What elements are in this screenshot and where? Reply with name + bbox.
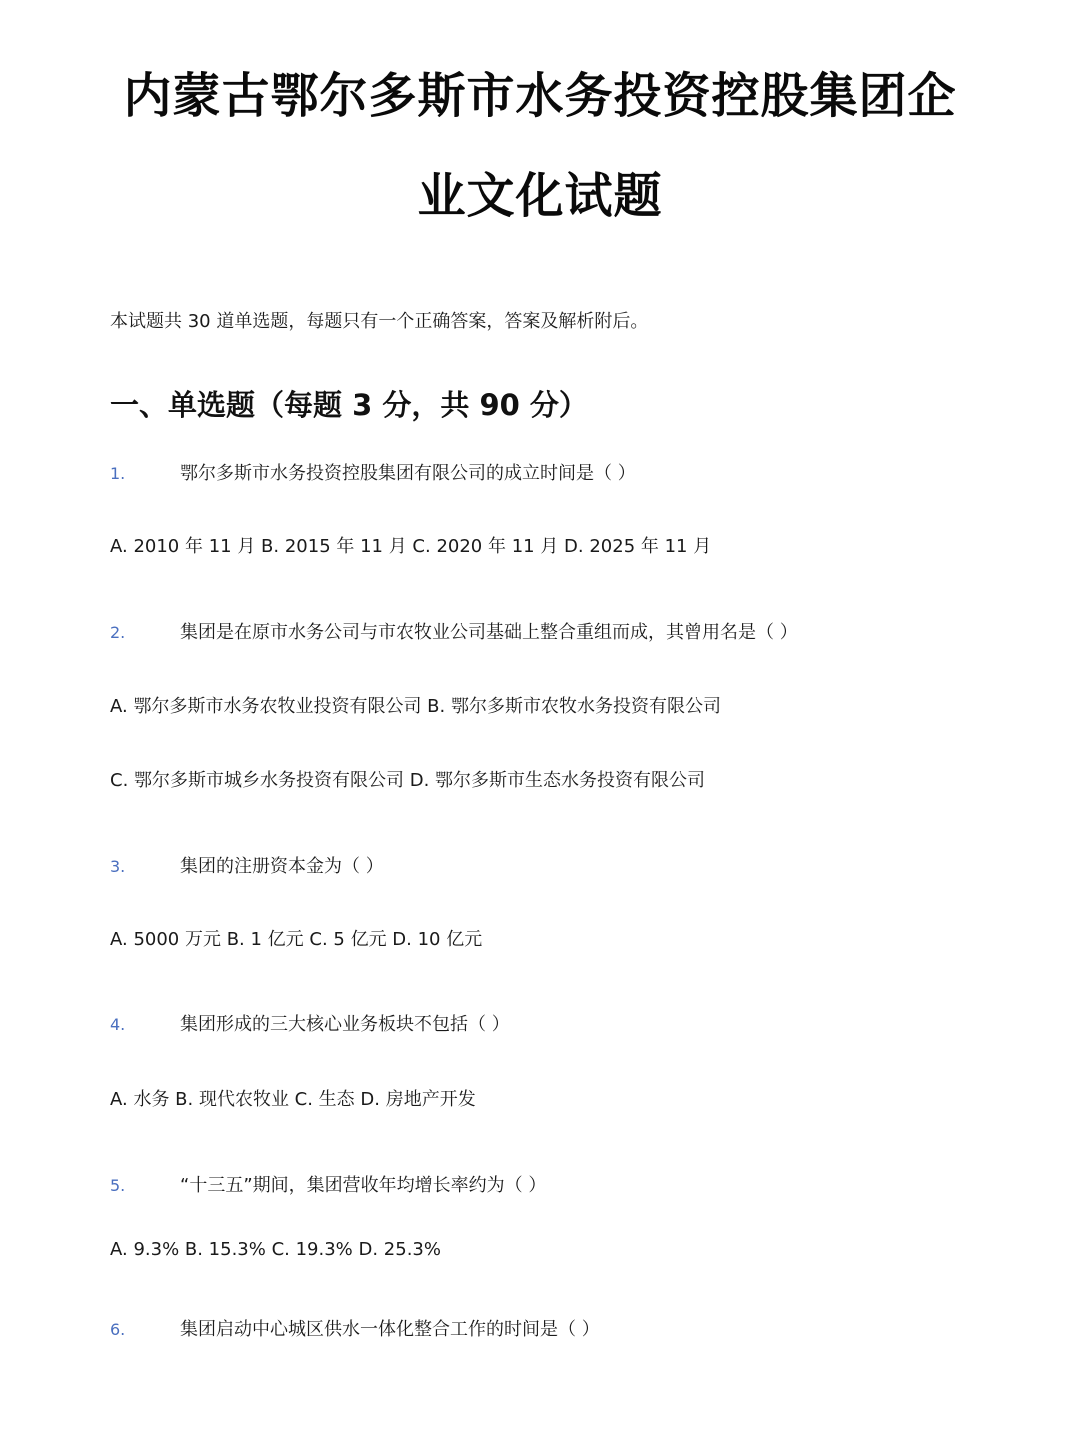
intro-text: 本试题共 30 道单选题，每题只有一个正确答案，答案及解析附后。 [110, 311, 649, 332]
question-2 [110, 621, 798, 645]
question-3-options: A. 5000 万元 B. 1 亿元 C. 5 亿元 D. 10 亿元 [110, 929, 483, 950]
question-text: 集团形成的三大核心业务板块不包括（ ） [180, 1014, 510, 1035]
question-text: “十三五”期间，集团营收年均增长率约为（ ） [180, 1175, 547, 1196]
question-number: 3. [110, 857, 126, 876]
question-number: 5. [110, 1176, 126, 1195]
section-heading: 一、单选题（每题 3 分，共 90 分） [110, 388, 588, 422]
question-1 [110, 462, 636, 486]
question-number: 6. [110, 1320, 126, 1339]
question-3 [110, 855, 384, 879]
question-text: 集团的注册资本金为（ ） [180, 856, 384, 877]
question-number: 4. [110, 1015, 126, 1034]
question-5-options: A. 9.3% B. 15.3% C. 19.3% D. 25.3% [110, 1239, 441, 1260]
question-2-options-line-1: A. 鄂尔多斯市水务农牧业投资有限公司 B. 鄂尔多斯市农牧水务投资有限公司 [110, 696, 721, 717]
question-number: 1. [110, 464, 126, 483]
question-1-options: A. 2010 年 11 月 B. 2015 年 11 月 C. 2020 年 11 月 D. 2025 年 11 月 [110, 536, 712, 557]
document-title-line-2: 业文化试题 [417, 168, 663, 224]
question-4 [110, 1013, 510, 1037]
question-number: 2. [110, 623, 126, 642]
question-text: 集团启动中心城区供水一体化整合工作的时间是（ ） [180, 1319, 600, 1340]
question-text: 鄂尔多斯市水务投资控股集团有限公司的成立时间是（ ） [180, 463, 636, 484]
question-4-options: A. 水务 B. 现代农牧业 C. 生态 D. 房地产开发 [110, 1089, 476, 1110]
question-5 [110, 1174, 546, 1198]
question-6 [110, 1318, 600, 1342]
document-title-line-1: 内蒙古鄂尔多斯市水务投资控股集团企 [123, 68, 957, 124]
question-text: 集团是在原市水务公司与市农牧业公司基础上整合重组而成，其曾用名是（ ） [180, 622, 798, 643]
question-2-options-line-2: C. 鄂尔多斯市城乡水务投资有限公司 D. 鄂尔多斯市生态水务投资有限公司 [110, 770, 706, 791]
